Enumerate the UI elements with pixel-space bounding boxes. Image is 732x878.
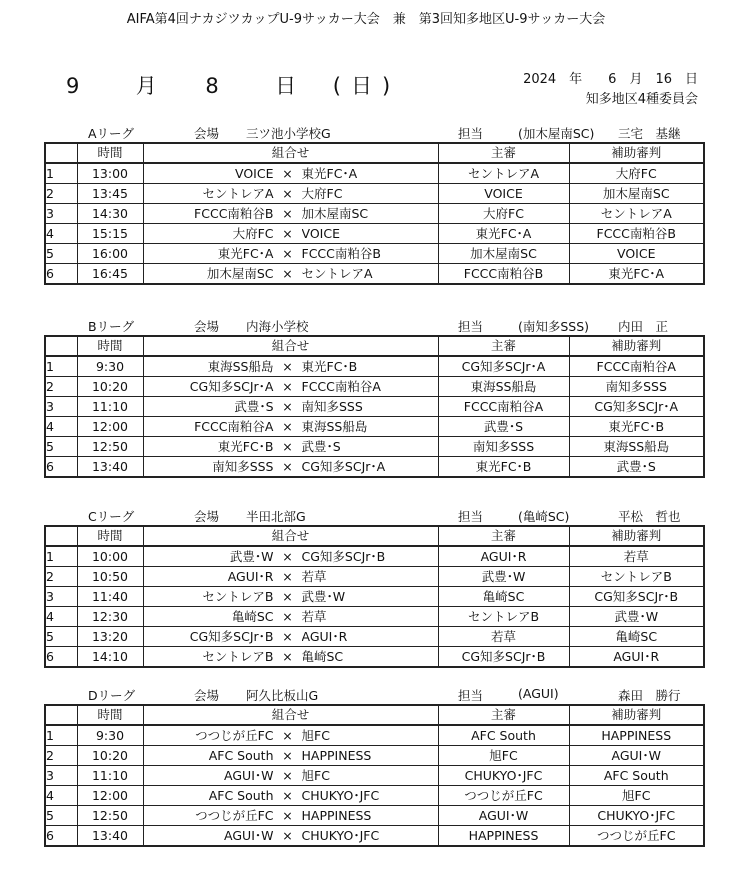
referee: HAPPINESS bbox=[438, 826, 569, 847]
col-header-no bbox=[45, 336, 77, 356]
col-header-match: 組合せ bbox=[143, 705, 438, 725]
vs-mark: × bbox=[282, 609, 293, 624]
vs-mark: × bbox=[282, 206, 293, 221]
assistant-referee: 東海SS船島 bbox=[569, 437, 704, 457]
referee: CG知多SCJr･A bbox=[438, 356, 569, 377]
match-number: 2 bbox=[45, 746, 77, 766]
kickoff-time: 13:40 bbox=[77, 457, 143, 478]
col-header-time: 時間 bbox=[77, 705, 143, 725]
table-row bbox=[45, 786, 704, 806]
league-header bbox=[44, 507, 703, 525]
assistant-referee: 武豊･W bbox=[569, 607, 704, 627]
away-team: HAPPINESS bbox=[301, 808, 372, 823]
match-number: 1 bbox=[45, 546, 77, 567]
matchup bbox=[143, 184, 438, 204]
event-date bbox=[66, 70, 400, 100]
matchup bbox=[143, 204, 438, 224]
col-header-match: 組合せ bbox=[143, 336, 438, 356]
home-team: AFC South bbox=[208, 748, 274, 763]
league-name: Cリーグ bbox=[88, 509, 135, 524]
home-team: AFC South bbox=[208, 788, 274, 803]
referee: AGUI･R bbox=[438, 546, 569, 567]
table-row bbox=[45, 437, 704, 457]
venue-name: 半田北部G bbox=[246, 509, 306, 524]
assistant-referee: AFC South bbox=[569, 766, 704, 786]
matchup bbox=[143, 437, 438, 457]
assistant-referee: 大府FC bbox=[569, 163, 704, 184]
away-team: 東光FC･B bbox=[301, 359, 358, 374]
home-team: セントレアB bbox=[202, 589, 274, 604]
venue-label: 会場 bbox=[194, 126, 220, 141]
matchup bbox=[143, 244, 438, 264]
table-row bbox=[45, 546, 704, 567]
kickoff-time: 9:30 bbox=[77, 725, 143, 746]
table-row bbox=[45, 224, 704, 244]
match-number: 5 bbox=[45, 244, 77, 264]
col-header-referee: 主審 bbox=[438, 336, 569, 356]
referee: 亀崎SC bbox=[438, 587, 569, 607]
match-number: 6 bbox=[45, 647, 77, 668]
vs-mark: × bbox=[282, 459, 293, 474]
table-row bbox=[45, 806, 704, 826]
vs-mark: × bbox=[282, 629, 293, 644]
matchup bbox=[143, 647, 438, 668]
table-row bbox=[45, 746, 704, 766]
assistant-referee: 南知多SSS bbox=[569, 377, 704, 397]
table-header-row bbox=[45, 526, 704, 546]
home-team: つつじが丘FC bbox=[195, 728, 274, 743]
table-row bbox=[45, 417, 704, 437]
match-number: 2 bbox=[45, 567, 77, 587]
matchup bbox=[143, 417, 438, 437]
schedule-table bbox=[44, 704, 705, 847]
assistant-referee: AGUI･R bbox=[569, 647, 704, 668]
staff-label: 担当 bbox=[458, 509, 484, 524]
match-number: 4 bbox=[45, 224, 77, 244]
staff-team: (AGUI) bbox=[518, 686, 559, 701]
assistant-referee: CHUKYO･JFC bbox=[569, 806, 704, 826]
table-header-row bbox=[45, 336, 704, 356]
match-number: 2 bbox=[45, 377, 77, 397]
referee: 大府FC bbox=[438, 204, 569, 224]
event-weekday: (日) bbox=[332, 74, 401, 98]
home-team: 東光FC･A bbox=[217, 246, 274, 261]
table-row bbox=[45, 397, 704, 417]
kickoff-time: 12:00 bbox=[77, 786, 143, 806]
kickoff-time: 10:50 bbox=[77, 567, 143, 587]
col-header-no bbox=[45, 143, 77, 163]
matchup bbox=[143, 457, 438, 478]
home-team: AGUI･W bbox=[224, 828, 274, 843]
home-team: 南知多SSS bbox=[212, 459, 274, 474]
assistant-referee: 加木屋南SC bbox=[569, 184, 704, 204]
league-block bbox=[44, 124, 703, 285]
matchup bbox=[143, 163, 438, 184]
event-month-label: 月 bbox=[135, 74, 158, 98]
referee: 若草 bbox=[438, 627, 569, 647]
kickoff-time: 12:50 bbox=[77, 806, 143, 826]
table-row bbox=[45, 457, 704, 478]
kickoff-time: 10:20 bbox=[77, 377, 143, 397]
matchup bbox=[143, 356, 438, 377]
away-team: 南知多SSS bbox=[301, 399, 363, 414]
assistant-referee: 東光FC･B bbox=[569, 417, 704, 437]
matchup bbox=[143, 397, 438, 417]
assistant-referee: 亀崎SC bbox=[569, 627, 704, 647]
referee: セントレアB bbox=[438, 607, 569, 627]
matchup bbox=[143, 224, 438, 244]
kickoff-time: 13:00 bbox=[77, 163, 143, 184]
assistant-referee: セントレアB bbox=[569, 567, 704, 587]
staff-team: (亀崎SC) bbox=[518, 509, 570, 524]
away-team: 東光FC･A bbox=[301, 166, 358, 181]
kickoff-time: 12:00 bbox=[77, 417, 143, 437]
match-number: 4 bbox=[45, 417, 77, 437]
referee: つつじが丘FC bbox=[438, 786, 569, 806]
col-header-time: 時間 bbox=[77, 143, 143, 163]
kickoff-time: 15:15 bbox=[77, 224, 143, 244]
matchup bbox=[143, 546, 438, 567]
vs-mark: × bbox=[282, 828, 293, 843]
assistant-referee: CG知多SCJr･B bbox=[569, 587, 704, 607]
event-month-number: 9 bbox=[66, 74, 81, 98]
table-header-row bbox=[45, 143, 704, 163]
referee: CG知多SCJr･B bbox=[438, 647, 569, 668]
match-number: 5 bbox=[45, 437, 77, 457]
col-header-match: 組合せ bbox=[143, 526, 438, 546]
kickoff-time: 16:00 bbox=[77, 244, 143, 264]
home-team: VOICE bbox=[235, 166, 274, 181]
col-header-assistant: 補助審判 bbox=[569, 705, 704, 725]
document-title: AIFA第4回ナカジツカップU-9サッカー大会 兼 第3回知多地区U-9サッカー大会 bbox=[126, 12, 606, 27]
event-day-label: 日 bbox=[275, 74, 298, 98]
home-team: 武豊･W bbox=[229, 549, 274, 564]
assistant-referee: AGUI･W bbox=[569, 746, 704, 766]
league-header bbox=[44, 124, 703, 142]
assistant-referee: つつじが丘FC bbox=[569, 826, 704, 847]
staff-label: 担当 bbox=[458, 319, 484, 334]
issue-date: 2024 年 6 月 16 日 bbox=[523, 72, 698, 87]
matchup bbox=[143, 786, 438, 806]
table-row bbox=[45, 264, 704, 285]
vs-mark: × bbox=[282, 589, 293, 604]
matchup bbox=[143, 587, 438, 607]
table-row bbox=[45, 587, 704, 607]
match-number: 1 bbox=[45, 356, 77, 377]
referee: 東海SS船島 bbox=[438, 377, 569, 397]
table-header-row bbox=[45, 705, 704, 725]
match-number: 4 bbox=[45, 607, 77, 627]
kickoff-time: 16:45 bbox=[77, 264, 143, 285]
assistant-referee: VOICE bbox=[569, 244, 704, 264]
kickoff-time: 12:30 bbox=[77, 607, 143, 627]
table-row bbox=[45, 163, 704, 184]
table-row bbox=[45, 766, 704, 786]
staff-label: 担当 bbox=[458, 688, 484, 703]
referee: 南知多SSS bbox=[438, 437, 569, 457]
table-row bbox=[45, 204, 704, 224]
match-number: 3 bbox=[45, 587, 77, 607]
match-number: 4 bbox=[45, 786, 77, 806]
referee: VOICE bbox=[438, 184, 569, 204]
referee: FCCC南粕谷A bbox=[438, 397, 569, 417]
vs-mark: × bbox=[282, 748, 293, 763]
table-row bbox=[45, 356, 704, 377]
table-row bbox=[45, 184, 704, 204]
kickoff-time: 9:30 bbox=[77, 356, 143, 377]
match-number: 6 bbox=[45, 264, 77, 285]
table-row bbox=[45, 244, 704, 264]
schedule-table bbox=[44, 335, 705, 478]
matchup bbox=[143, 377, 438, 397]
assistant-referee: セントレアA bbox=[569, 204, 704, 224]
col-header-match: 組合せ bbox=[143, 143, 438, 163]
home-team: 武豊･S bbox=[234, 399, 274, 414]
home-team: FCCC南粕谷A bbox=[194, 419, 274, 434]
col-header-no bbox=[45, 526, 77, 546]
match-number: 6 bbox=[45, 826, 77, 847]
table-row bbox=[45, 627, 704, 647]
staff-person: 内田 正 bbox=[618, 319, 669, 334]
matchup bbox=[143, 567, 438, 587]
away-team: 大府FC bbox=[301, 186, 343, 201]
away-team: FCCC南粕谷B bbox=[301, 246, 381, 261]
col-header-referee: 主審 bbox=[438, 705, 569, 725]
away-team: HAPPINESS bbox=[301, 748, 372, 763]
away-team: 旭FC bbox=[301, 768, 330, 783]
league-name: Bリーグ bbox=[88, 319, 135, 334]
vs-mark: × bbox=[282, 439, 293, 454]
vs-mark: × bbox=[282, 186, 293, 201]
away-team: CHUKYO･JFC bbox=[301, 788, 380, 803]
away-team: 加木屋南SC bbox=[301, 206, 369, 221]
match-number: 3 bbox=[45, 397, 77, 417]
vs-mark: × bbox=[282, 166, 293, 181]
assistant-referee: HAPPINESS bbox=[569, 725, 704, 746]
referee: 旭FC bbox=[438, 746, 569, 766]
vs-mark: × bbox=[282, 399, 293, 414]
assistant-referee: FCCC南粕谷B bbox=[569, 224, 704, 244]
vs-mark: × bbox=[282, 808, 293, 823]
match-number: 3 bbox=[45, 204, 77, 224]
matchup bbox=[143, 264, 438, 285]
staff-team: (加木屋南SC) bbox=[518, 126, 595, 141]
kickoff-time: 14:10 bbox=[77, 647, 143, 668]
assistant-referee: 武豊･S bbox=[569, 457, 704, 478]
table-row bbox=[45, 826, 704, 847]
vs-mark: × bbox=[282, 419, 293, 434]
venue-label: 会場 bbox=[194, 319, 220, 334]
league-name: Dリーグ bbox=[88, 688, 136, 703]
kickoff-time: 13:45 bbox=[77, 184, 143, 204]
vs-mark: × bbox=[282, 768, 293, 783]
home-team: AGUI･R bbox=[227, 569, 274, 584]
staff-person: 森田 勝行 bbox=[618, 688, 681, 703]
vs-mark: × bbox=[282, 788, 293, 803]
match-number: 1 bbox=[45, 725, 77, 746]
assistant-referee: CG知多SCJr･A bbox=[569, 397, 704, 417]
col-header-assistant: 補助審判 bbox=[569, 336, 704, 356]
vs-mark: × bbox=[282, 379, 293, 394]
home-team: セントレアA bbox=[202, 186, 274, 201]
away-team: FCCC南粕谷A bbox=[301, 379, 381, 394]
home-team: 東海SS船島 bbox=[207, 359, 274, 374]
referee: 武豊･S bbox=[438, 417, 569, 437]
col-header-referee: 主審 bbox=[438, 143, 569, 163]
home-team: 大府FC bbox=[232, 226, 274, 241]
league-block bbox=[44, 686, 703, 847]
kickoff-time: 11:40 bbox=[77, 587, 143, 607]
schedule-table bbox=[44, 142, 705, 285]
venue-name: 内海小学校 bbox=[246, 319, 309, 334]
venue-label: 会場 bbox=[194, 509, 220, 524]
referee: AGUI･W bbox=[438, 806, 569, 826]
referee: 加木屋南SC bbox=[438, 244, 569, 264]
matchup bbox=[143, 746, 438, 766]
away-team: 旭FC bbox=[301, 728, 330, 743]
league-header bbox=[44, 317, 703, 335]
league-header bbox=[44, 686, 703, 704]
matchup bbox=[143, 607, 438, 627]
home-team: AGUI･W bbox=[224, 768, 274, 783]
home-team: CG知多SCJr･A bbox=[189, 379, 274, 394]
referee: 東光FC･B bbox=[438, 457, 569, 478]
assistant-referee: 東光FC･A bbox=[569, 264, 704, 285]
table-row bbox=[45, 567, 704, 587]
matchup bbox=[143, 627, 438, 647]
kickoff-time: 14:30 bbox=[77, 204, 143, 224]
table-row bbox=[45, 725, 704, 746]
home-team: FCCC南粕谷B bbox=[194, 206, 274, 221]
table-row bbox=[45, 377, 704, 397]
match-number: 5 bbox=[45, 806, 77, 826]
kickoff-time: 13:20 bbox=[77, 627, 143, 647]
vs-mark: × bbox=[282, 569, 293, 584]
assistant-referee: 若草 bbox=[569, 546, 704, 567]
away-team: VOICE bbox=[301, 226, 340, 241]
away-team: 若草 bbox=[301, 569, 327, 584]
away-team: 亀崎SC bbox=[301, 649, 344, 664]
vs-mark: × bbox=[282, 359, 293, 374]
kickoff-time: 11:10 bbox=[77, 766, 143, 786]
event-day-number: 8 bbox=[205, 74, 220, 98]
staff-person: 平松 哲也 bbox=[618, 509, 681, 524]
matchup bbox=[143, 766, 438, 786]
staff-person: 三宅 基継 bbox=[618, 126, 681, 141]
home-team: 亀崎SC bbox=[231, 609, 274, 624]
match-number: 5 bbox=[45, 627, 77, 647]
vs-mark: × bbox=[282, 549, 293, 564]
away-team: セントレアA bbox=[301, 266, 373, 281]
league-name: Aリーグ bbox=[88, 126, 135, 141]
referee: 東光FC･A bbox=[438, 224, 569, 244]
away-team: CG知多SCJr･B bbox=[301, 549, 386, 564]
matchup bbox=[143, 826, 438, 847]
referee: セントレアA bbox=[438, 163, 569, 184]
league-block bbox=[44, 317, 703, 478]
venue-name: 阿久比板山G bbox=[246, 688, 319, 703]
match-number: 1 bbox=[45, 163, 77, 184]
away-team: 若草 bbox=[301, 609, 327, 624]
away-team: CG知多SCJr･A bbox=[301, 459, 386, 474]
assistant-referee: FCCC南粕谷A bbox=[569, 356, 704, 377]
vs-mark: × bbox=[282, 728, 293, 743]
vs-mark: × bbox=[282, 649, 293, 664]
venue-name: 三ツ池小学校G bbox=[246, 126, 331, 141]
table-row bbox=[45, 607, 704, 627]
referee: 武豊･W bbox=[438, 567, 569, 587]
kickoff-time: 13:40 bbox=[77, 826, 143, 847]
assistant-referee: 旭FC bbox=[569, 786, 704, 806]
vs-mark: × bbox=[282, 246, 293, 261]
match-number: 3 bbox=[45, 766, 77, 786]
away-team: AGUI･R bbox=[301, 629, 348, 644]
vs-mark: × bbox=[282, 266, 293, 281]
kickoff-time: 10:00 bbox=[77, 546, 143, 567]
vs-mark: × bbox=[282, 226, 293, 241]
match-number: 6 bbox=[45, 457, 77, 478]
matchup bbox=[143, 725, 438, 746]
col-header-referee: 主審 bbox=[438, 526, 569, 546]
kickoff-time: 10:20 bbox=[77, 746, 143, 766]
kickoff-time: 12:50 bbox=[77, 437, 143, 457]
col-header-assistant: 補助審判 bbox=[569, 526, 704, 546]
venue-label: 会場 bbox=[194, 688, 220, 703]
referee: FCCC南粕谷B bbox=[438, 264, 569, 285]
staff-label: 担当 bbox=[458, 126, 484, 141]
col-header-assistant: 補助審判 bbox=[569, 143, 704, 163]
home-team: つつじが丘FC bbox=[195, 808, 274, 823]
away-team: 武豊･S bbox=[301, 439, 341, 454]
staff-team: (南知多SSS) bbox=[518, 319, 590, 334]
matchup bbox=[143, 806, 438, 826]
table-row bbox=[45, 647, 704, 668]
schedule-table bbox=[44, 525, 705, 668]
home-team: 加木屋南SC bbox=[206, 266, 274, 281]
league-block bbox=[44, 507, 703, 668]
referee: CHUKYO･JFC bbox=[438, 766, 569, 786]
match-number: 2 bbox=[45, 184, 77, 204]
kickoff-time: 11:10 bbox=[77, 397, 143, 417]
home-team: セントレアB bbox=[202, 649, 274, 664]
away-team: CHUKYO･JFC bbox=[301, 828, 380, 843]
col-header-no bbox=[45, 705, 77, 725]
away-team: 東海SS船島 bbox=[301, 419, 368, 434]
referee: AFC South bbox=[438, 725, 569, 746]
issuer: 知多地区4種委員会 bbox=[585, 92, 698, 107]
col-header-time: 時間 bbox=[77, 526, 143, 546]
col-header-time: 時間 bbox=[77, 336, 143, 356]
away-team: 武豊･W bbox=[301, 589, 346, 604]
home-team: 東光FC･B bbox=[217, 439, 274, 454]
home-team: CG知多SCJr･B bbox=[189, 629, 274, 644]
